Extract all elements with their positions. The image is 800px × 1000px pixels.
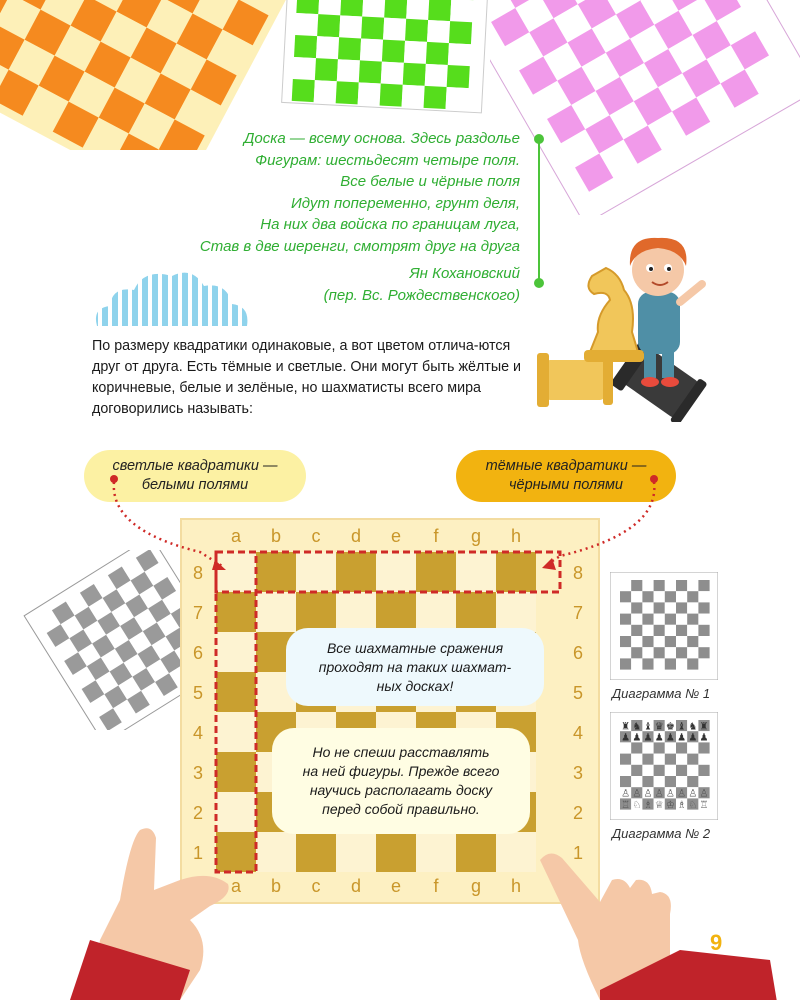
- diagram-square: [665, 658, 676, 669]
- green-square: [315, 58, 338, 81]
- diagram-piece: ♙: [643, 788, 653, 800]
- diagram-piece: ♟: [688, 732, 698, 744]
- diagram-square: [642, 754, 653, 765]
- diagram-square: [620, 602, 631, 613]
- diagram-piece: ♟: [621, 732, 631, 744]
- diagram-piece: ♖: [699, 799, 709, 811]
- diagram-square: [642, 580, 653, 591]
- diagram-piece: ♙: [621, 788, 631, 800]
- green-square: [427, 20, 450, 43]
- diagram-piece: ♗: [643, 799, 653, 811]
- rank-label-left: 1: [192, 843, 204, 863]
- green-square: [340, 0, 363, 16]
- diagram-square: [642, 776, 653, 787]
- diagram-square: [665, 754, 676, 765]
- diagram-square: [654, 765, 665, 776]
- diagram-square: [654, 625, 665, 636]
- green-square: [381, 62, 404, 85]
- green-square: [359, 60, 382, 83]
- diagram-square: [698, 754, 709, 765]
- poem-line: На них два войска по границам луга,: [260, 216, 520, 233]
- diagram-square: [620, 625, 631, 636]
- green-square: [425, 64, 448, 87]
- green-square: [292, 79, 315, 102]
- diagram-piece: ♟: [677, 732, 687, 744]
- diagram-1-empty-board: [610, 572, 718, 680]
- file-label-bottom: f: [433, 876, 439, 896]
- diagram-square: [665, 765, 676, 776]
- rank-label-right: 5: [572, 683, 584, 703]
- file-label-bottom: b: [270, 876, 282, 896]
- diagram-square: [687, 776, 698, 787]
- diagram-square: [698, 602, 709, 613]
- diagram-square: [665, 742, 676, 753]
- file-label-bottom: h: [510, 876, 522, 896]
- green-square: [447, 65, 470, 88]
- speech-bubble-advice: [272, 728, 530, 834]
- green-square: [358, 82, 381, 105]
- diagram-square: [687, 647, 698, 658]
- diagram-square: [676, 602, 687, 613]
- diagram-square: [687, 754, 698, 765]
- diagram-square: [676, 580, 687, 591]
- file-label-bottom: a: [230, 876, 242, 896]
- file-label-top: h: [510, 526, 522, 546]
- page-number: 9: [710, 930, 723, 955]
- diagram-square: [676, 591, 687, 602]
- green-square: [296, 0, 319, 14]
- green-square: [404, 41, 427, 64]
- diagram-piece: ♗: [677, 799, 687, 811]
- diagram-square: [631, 636, 642, 647]
- diagram-square: [698, 625, 709, 636]
- diagram-square: [631, 591, 642, 602]
- diagram-square: [676, 625, 687, 636]
- dark-squares-label-line: чёрными полями: [509, 477, 623, 493]
- green-square: [338, 37, 361, 60]
- diagram-square: [654, 580, 665, 591]
- diagram-square: [620, 647, 631, 658]
- diagram-piece: ♙: [699, 788, 709, 800]
- rank-label-left: 4: [192, 723, 204, 743]
- diagram-square: [654, 742, 665, 753]
- diagram-square: [642, 625, 653, 636]
- board-square: [496, 832, 536, 872]
- green-square: [450, 0, 473, 22]
- green-square: [317, 14, 340, 37]
- diagram-square: [698, 614, 709, 625]
- diagram-square: [654, 754, 665, 765]
- green-square: [318, 0, 341, 15]
- green-square: [361, 16, 384, 39]
- diagram-square: [698, 591, 709, 602]
- diagram-piece: ♙: [677, 788, 687, 800]
- diagram-square: [642, 742, 653, 753]
- diagram-piece: ♖: [621, 799, 631, 811]
- diagram-square: [698, 742, 709, 753]
- rank-label-left: 8: [192, 563, 204, 583]
- diagram-piece: ♜: [699, 721, 709, 733]
- diagram-square: [687, 765, 698, 776]
- diagram-square: [676, 765, 687, 776]
- diagram-piece: ♛: [654, 721, 664, 733]
- diagram-square: [676, 658, 687, 669]
- file-label-top: c: [311, 526, 321, 546]
- board-square: [456, 832, 496, 872]
- rank-label-left: 7: [192, 603, 204, 623]
- diagram-square: [642, 765, 653, 776]
- green-square: [382, 40, 405, 63]
- diagram-piece: ♙: [632, 788, 642, 800]
- diagram-piece: ♟: [643, 732, 653, 744]
- rank-label-left: 5: [192, 683, 204, 703]
- diagram-square: [698, 658, 709, 669]
- diagram-square: [665, 636, 676, 647]
- bubble-text-line: перед собой правильно.: [322, 801, 480, 817]
- rank-label-right: 7: [572, 603, 584, 623]
- diagram-square: [698, 765, 709, 776]
- diagram-square: [676, 647, 687, 658]
- board-square: [216, 672, 256, 712]
- diagram-square: [631, 614, 642, 625]
- green-square: [428, 0, 451, 21]
- file-label-bottom: d: [350, 876, 362, 896]
- diagram-piece: ♔: [665, 799, 675, 811]
- green-chessboard-decoration: [270, 0, 510, 120]
- bubble-text-line: Все шахматные сражения: [326, 639, 504, 656]
- diagram-piece: ♙: [688, 788, 698, 800]
- diagram-square: [620, 614, 631, 625]
- diagram-square: [642, 614, 653, 625]
- diagram-piece: ♝: [643, 721, 653, 733]
- diagram-square: [687, 591, 698, 602]
- diagram-piece: ♟: [699, 732, 709, 744]
- poem-line: Фигурам: шестьдесят четыре поля.: [255, 151, 520, 169]
- board-square: [376, 832, 416, 872]
- rank-label-right: 3: [572, 763, 584, 783]
- diagram-square: [642, 591, 653, 602]
- file-label-top: a: [230, 526, 242, 546]
- green-square: [339, 15, 362, 38]
- file-label-bottom: e: [390, 876, 402, 896]
- diagram-square: [665, 602, 676, 613]
- green-square: [337, 59, 360, 82]
- poem-line: Все белые и чёрные поля: [340, 173, 520, 190]
- diagram-square: [698, 776, 709, 787]
- diagram-square: [631, 647, 642, 658]
- file-label-top: e: [390, 526, 402, 546]
- diagram-piece: ♚: [665, 721, 675, 733]
- green-square: [406, 0, 429, 20]
- green-square: [426, 42, 449, 65]
- diagram-square: [665, 776, 676, 787]
- diagram-square: [676, 614, 687, 625]
- diagram-square: [665, 614, 676, 625]
- diagram-square: [687, 580, 698, 591]
- board-square: [216, 752, 256, 792]
- file-label-top: g: [470, 526, 482, 546]
- green-square: [380, 84, 403, 107]
- diagram-piece: ♟: [632, 732, 642, 744]
- speech-bubble-boards: [286, 628, 544, 706]
- diagram-piece: ♘: [632, 799, 642, 811]
- cloud-decoration: [92, 268, 252, 328]
- diagram-square: [654, 776, 665, 787]
- green-square: [293, 57, 316, 80]
- diagram-square: [676, 776, 687, 787]
- diagram-square: [687, 742, 698, 753]
- diagram-square: [687, 614, 698, 625]
- diagram-square: [687, 602, 698, 613]
- diagram-square: [665, 591, 676, 602]
- diagram-square: [642, 636, 653, 647]
- diagram-square: [687, 636, 698, 647]
- bubble-text-line: на ней фигуры. Прежде всего: [302, 763, 500, 779]
- diagram-square: [620, 591, 631, 602]
- diagram-square: [620, 742, 631, 753]
- diagram-square: [620, 580, 631, 591]
- green-square: [449, 21, 472, 44]
- green-square: [424, 86, 447, 109]
- boy-with-chess-pieces-illustration: [520, 232, 720, 422]
- diagram-square: [620, 765, 631, 776]
- diagram-square: [642, 658, 653, 669]
- file-label-top: b: [270, 526, 282, 546]
- green-square: [362, 0, 385, 18]
- diagram-square: [620, 658, 631, 669]
- diagram-square: [698, 580, 709, 591]
- diagram-piece: ♕: [654, 799, 664, 811]
- light-squares-label-line: белыми полями: [141, 477, 249, 493]
- diagram-square: [642, 647, 653, 658]
- green-square: [314, 80, 337, 103]
- file-label-bottom: c: [311, 876, 321, 896]
- diagram-square: [654, 591, 665, 602]
- poem-author: Ян Кохановский: [409, 265, 520, 282]
- board-square: [216, 712, 256, 752]
- poem-line: Став в две шеренги, смотрят друг на друга: [199, 237, 520, 255]
- poem-dot-top: [534, 134, 544, 144]
- board-square: [336, 832, 376, 872]
- diagram-square: [631, 625, 642, 636]
- green-square: [383, 18, 406, 41]
- bubble-text-line: научись располагать доску: [309, 782, 493, 798]
- diagram-piece: ♟: [654, 732, 664, 744]
- green-square: [294, 35, 317, 58]
- diagram-square: [631, 602, 642, 613]
- green-square: [403, 63, 426, 86]
- left-hand-illustration: [60, 810, 300, 1000]
- file-label-top: d: [350, 526, 362, 546]
- green-square: [402, 85, 425, 108]
- rank-label-left: 3: [192, 763, 204, 783]
- diagram-square: [631, 765, 642, 776]
- diagram-square: [654, 647, 665, 658]
- diagram-square: [676, 742, 687, 753]
- rank-label-left: 6: [192, 643, 204, 663]
- diagram-piece: ♜: [621, 721, 631, 733]
- file-label-top: f: [433, 526, 439, 546]
- rank-label-right: 8: [572, 563, 584, 583]
- diagram-square: [665, 647, 676, 658]
- green-square: [446, 87, 469, 110]
- diagram-piece: ♟: [665, 732, 675, 744]
- green-square: [316, 36, 339, 59]
- diagram-square: [654, 658, 665, 669]
- green-square: [384, 0, 407, 19]
- bubble-text-line: проходят на таких шахмат-: [318, 658, 512, 675]
- bubble-text-line: ных досках!: [376, 677, 454, 694]
- diagram-square: [631, 658, 642, 669]
- diagram-square: [665, 580, 676, 591]
- diagram-square: [620, 754, 631, 765]
- green-square: [336, 81, 359, 104]
- diagram-piece: ♝: [677, 721, 687, 733]
- diagram-square: [631, 776, 642, 787]
- green-square: [405, 19, 428, 42]
- diagram-square: [620, 776, 631, 787]
- diagram-piece: ♞: [688, 721, 698, 733]
- rank-label-right: 4: [572, 723, 584, 743]
- diagram-square: [676, 754, 687, 765]
- diagram-square: [665, 625, 676, 636]
- diagram-square: [654, 636, 665, 647]
- diagram-square: [631, 580, 642, 591]
- diagram-square: [698, 636, 709, 647]
- diagram-piece: ♞: [632, 721, 642, 733]
- intro-paragraph: По размеру квадратики одинаковые, а вот цветом отлича-ются друг от друга. Есть тёмные и светлые. Они могут быть жёлтые и коричневые, белые и зелёные, но шахматисты всего мира договорились называть:: [92, 338, 522, 417]
- board-square: [416, 832, 456, 872]
- diagram-square: [631, 742, 642, 753]
- diagram-square: [698, 647, 709, 658]
- diagram-piece: ♙: [654, 788, 664, 800]
- rank-label-right: 1: [572, 843, 584, 863]
- dark-squares-label-line: тёмные квадратики —: [485, 458, 647, 474]
- diagram-square: [631, 754, 642, 765]
- poem-line: Доска — всему основа. Здесь раздолье: [243, 130, 520, 147]
- green-square: [360, 38, 383, 61]
- bubble-text-line: Но не спеши расставлять: [312, 744, 490, 760]
- diagram-1-caption: Диаграмма № 1: [612, 686, 711, 701]
- right-hand-illustration: [540, 840, 780, 1000]
- pink-chessboard-decoration: [490, 0, 800, 215]
- diagram-square: [654, 614, 665, 625]
- diagram-2-caption: Диаграмма № 2: [612, 826, 711, 841]
- green-square: [448, 43, 471, 66]
- diagram-piece: ♙: [665, 788, 675, 800]
- file-label-bottom: g: [470, 876, 482, 896]
- board-square: [296, 832, 336, 872]
- diagram-square: [620, 636, 631, 647]
- diagram-square: [687, 625, 698, 636]
- rank-label-right: 6: [572, 643, 584, 663]
- diagram-square: [676, 636, 687, 647]
- poem-translator: (пер. Вс. Рождественского): [323, 286, 520, 304]
- poem-line: Идут попеременно, грунт деля,: [291, 194, 520, 212]
- diagram-square: [687, 658, 698, 669]
- diagram-piece: ♘: [688, 799, 698, 811]
- diagram-square: [642, 602, 653, 613]
- diagram-square: [654, 602, 665, 613]
- diagram-2-initial-position: [610, 712, 718, 820]
- rank-label-left: 2: [192, 803, 204, 823]
- green-square: [295, 13, 318, 36]
- light-squares-label-line: светлые квадратики —: [112, 458, 278, 474]
- rank-label-right: 2: [572, 803, 584, 823]
